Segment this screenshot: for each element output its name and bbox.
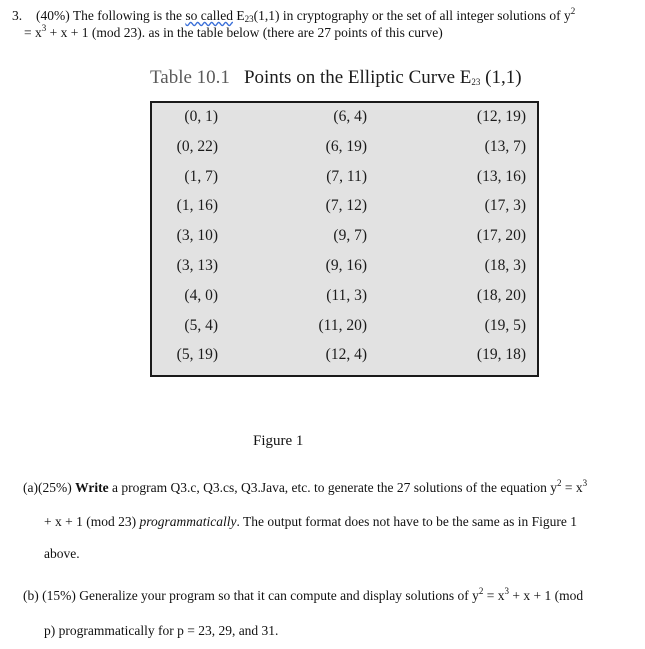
part-a-eq: = x xyxy=(561,480,583,495)
table-cell: (7, 11) xyxy=(326,167,367,185)
eq-x: = x xyxy=(24,25,42,40)
part-a-line-2-start: + x + 1 (mod 23) xyxy=(44,514,140,529)
exp-3: 3 xyxy=(41,23,47,33)
table-cell: (19, 18) xyxy=(476,346,526,364)
table-cell: (7, 12) xyxy=(325,197,367,215)
table-cell: (18, 3) xyxy=(484,257,526,274)
table-cell: (11, 3) xyxy=(326,286,367,304)
table-cell: (1, 16) xyxy=(176,197,218,215)
part-a-line-2-end: . The output format does not have to be the same as in Figure 1 xyxy=(236,514,578,529)
table-cell: (18, 20) xyxy=(476,286,526,304)
part-b-text: (b) (15%) Generalize your program so that it can compute and display solutions of y xyxy=(23,588,479,603)
table-cell: (5, 4) xyxy=(184,316,218,334)
table-cell: (0, 22) xyxy=(176,137,218,155)
table-cell: (17, 3) xyxy=(484,197,526,215)
table-title-subscript: 23 xyxy=(471,77,481,87)
table-cell: (9, 7) xyxy=(333,227,367,245)
exp-2: 2 xyxy=(570,6,576,16)
question-line-2 xyxy=(24,24,443,41)
table-cell: (9, 16) xyxy=(325,257,367,274)
question-line-2-text: + x + 1 (mod 23). as in the table below (there are 27 points of this curve) xyxy=(46,25,443,40)
table-cell: (6, 19) xyxy=(325,137,367,155)
points-table xyxy=(150,101,539,377)
table-cell: (5, 19) xyxy=(176,346,218,364)
table-title-params: (1,1) xyxy=(480,67,522,88)
table-cell: (0, 1) xyxy=(184,108,218,125)
part-a-line-1 xyxy=(23,479,587,496)
part-a-exp-3: 3 xyxy=(582,478,588,488)
question-number: 3. xyxy=(12,8,23,23)
table-cell: (4, 0) xyxy=(184,286,218,304)
table-cell: (12, 19) xyxy=(476,108,526,125)
table-label: Table 10.1 xyxy=(150,67,230,88)
question-line-1 xyxy=(36,7,575,24)
part-b-text-end: + x + 1 (mod xyxy=(509,588,584,603)
table-cell: (12, 4) xyxy=(325,346,367,364)
part-b-eq: = x xyxy=(483,588,505,603)
part-b-line-1 xyxy=(23,587,583,604)
part-a-line-3: above. xyxy=(44,546,80,561)
part-b-exp-2: 2 xyxy=(478,586,484,596)
part-a-line-2 xyxy=(44,513,577,530)
part-b-line-2: p) programmatically for p = 23, 29, and 31. xyxy=(44,623,279,638)
table-caption xyxy=(150,67,542,93)
table-cell: (17, 20) xyxy=(476,227,526,245)
part-a-bold: Write xyxy=(75,480,109,495)
part-a-text: a program Q3.c, Q3.cs, Q3.Java, etc. to generate the 27 solutions of the equation y xyxy=(108,480,557,495)
part-a-exp-2: 2 xyxy=(556,478,562,488)
table-cell: (13, 16) xyxy=(476,167,526,185)
curve-subscript: 23 xyxy=(244,14,254,24)
table-cell: (3, 13) xyxy=(176,257,218,274)
table-cell: (3, 10) xyxy=(176,227,218,245)
question-pct: (40%) The following is the xyxy=(36,8,186,23)
table-cell: (11, 20) xyxy=(318,316,367,334)
figure-caption: Figure 1 xyxy=(253,433,304,449)
table-cell: (19, 5) xyxy=(484,316,526,334)
table-cell: (1, 7) xyxy=(184,167,218,185)
table-title: Points on the Elliptic Curve E xyxy=(243,67,472,88)
question-intro: (1,1) in cryptography or the set of all integer solutions of y xyxy=(253,8,571,23)
part-b-exp-3: 3 xyxy=(504,586,510,596)
part-a-italic: programmatically xyxy=(139,514,237,529)
table-cell: (6, 4) xyxy=(333,108,367,125)
table-cell: (13, 7) xyxy=(484,137,526,155)
spellcheck-word: so called xyxy=(185,8,233,23)
part-a-lead: (a)(25%) xyxy=(23,480,76,495)
curve-name: E xyxy=(232,8,245,23)
